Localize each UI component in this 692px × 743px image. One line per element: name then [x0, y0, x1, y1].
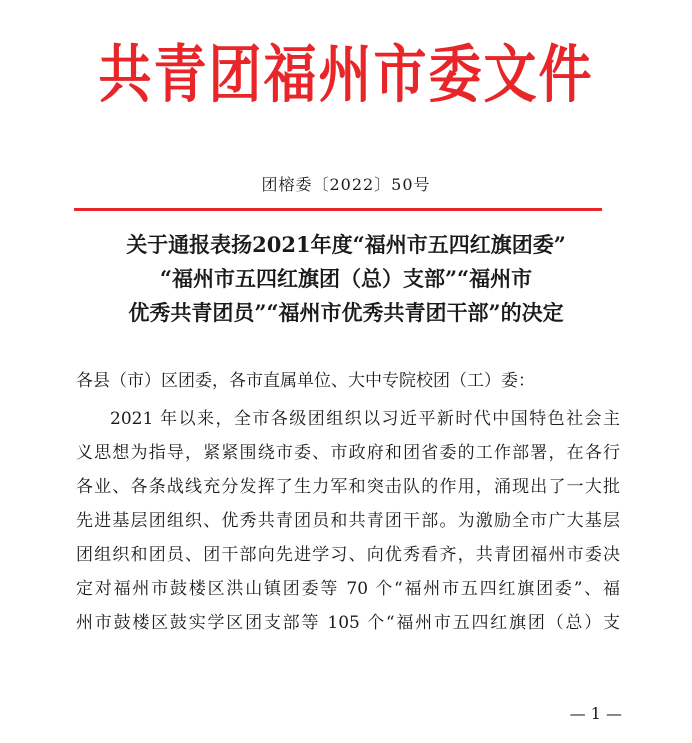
body-line-7: 州市鼓楼区鼓实学区团支部等 105 个“福州市五四红旗团（总）支: [76, 613, 620, 633]
masthead-title: 共青团福州市委文件: [98, 38, 594, 112]
body-line-1: 2021 年以来，全市各级团组织以习近平新时代中国特色社会主: [110, 409, 620, 429]
salutation: 各县（市）区团委，各市直属单位、大中专院校团（工）委：: [76, 371, 535, 391]
title-line-2: “福州市五四红旗团（总）支部”“福州市: [159, 266, 533, 291]
body-line-4: 先进基层团组织、优秀共青团员和共青团干部。为激励全市广大基层: [76, 511, 620, 531]
body-line-6: 定对福州市鼓楼区洪山镇团委等 70 个“福州市五四红旗团委”、福: [76, 579, 620, 599]
document-title: [40, 228, 652, 330]
title-line-1: 关于通报表扬2021年度“福州市五四红旗团委”: [126, 232, 566, 257]
page-number: — 1 —: [569, 704, 622, 723]
body-line-5: 团组织和团员、团干部向先进学习、向优秀看齐，共青团福州市委决: [76, 545, 620, 565]
document-number: 团榕委〔2022〕50号: [261, 175, 431, 194]
body-line-2: 义思想为指导，紧紧围绕市委、市政府和团省委的工作部署，在各行: [76, 443, 620, 463]
title-line-3: 优秀共青团员”“福州市优秀共青团干部”的决定: [128, 300, 564, 325]
body-line-3: 各业、各条战线充分发挥了生力军和突击队的作用，涌现出了一大批: [76, 477, 620, 497]
red-divider-line: [74, 208, 602, 211]
